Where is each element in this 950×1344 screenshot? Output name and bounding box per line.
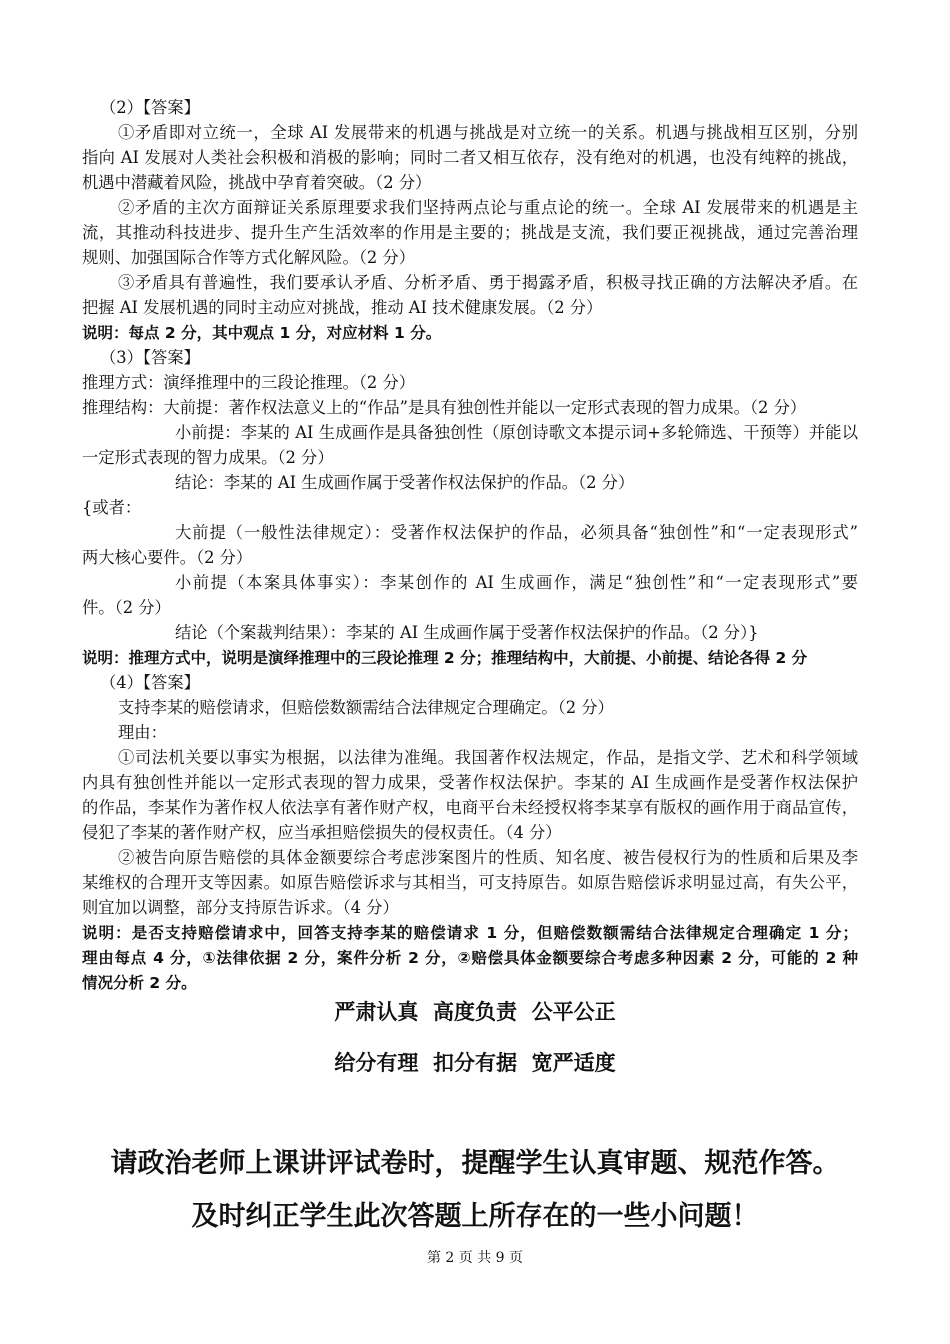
q4-line-3: ①司法机关要以事实为根据，以法律为准绳。我国著作权法规定，作品，是指文学、艺术和科学领域 [118, 748, 858, 767]
q4-scoring-note-1: 说明：是否支持赔偿请求中，回答支持李某的赔偿请求 1 分，但赔偿数额需结合法律规定合理确定 1 分； [82, 924, 858, 942]
q2-scoring-note: 说明：每点 2 分，其中观点 1 分，对应材料 1 分。 [82, 324, 442, 342]
q4-line-8: 某维权的合理开支等因素。如原告赔偿诉求与其相当，可支持原告。如原告赔偿诉求明显过高，有失公平， [82, 873, 858, 892]
q2-line-5: 流，其推动科技进步、提升生产生活效率的作用是主要的；挑战是支流，我们要正视挑战，通过完善治理 [82, 223, 858, 242]
q3-minor-premise: 小前提：李某的 AI 生成画作是具备独创性（原创诗歌文本提示词+多轮筛选、干预等）并能以 [175, 423, 858, 442]
q4-line-1: 支持李某的赔偿请求，但赔偿数额需结合法律规定合理确定。（2 分） [118, 698, 614, 717]
q2-line-8: 把握 AI 发展机遇的同时主动应对挑战，推动 AI 技术健康发展。（2 分） [82, 298, 603, 317]
q3-conclusion: 结论：李某的 AI 生成画作属于受著作权法保护的作品。（2 分） [175, 473, 635, 492]
q3-scoring-note: 说明：推理方式中，说明是演绎推理中的三段论推理 2 分；推理结构中，大前提、小前提、结论各得 2 分 [82, 649, 808, 667]
q4-scoring-note-3: 情况分析 2 分。 [82, 974, 197, 992]
q4-line-4: 内具有独创性并能以一定形式表现的智力成果，受著作权法保护。李某的 AI 生成画作是受著作权法保护 [82, 773, 858, 792]
grading-motto-1: 严肃认真 高度负责 公平公正 [334, 1000, 616, 1024]
q3-alt-conclusion: 结论（个案裁判结果）：李某的 AI 生成画作属于受著作权法保护的作品。（2 分）} [175, 623, 759, 642]
q4-line-9: 则宜加以调整，部分支持原告诉求。（4 分） [82, 898, 399, 917]
q3-header: （3）【答案】 [100, 348, 200, 367]
q4-line-7: ②被告向原告赔偿的具体金额要综合考虑涉案图片的性质、知名度、被告侵权行为的性质和后果及李 [118, 848, 858, 867]
page-number: 第 2 页 共 9 页 [426, 1250, 524, 1266]
q2-line-3: 机遇中潜藏着风险，挑战中孕育着突破。（2 分） [82, 173, 432, 192]
q2-header: （2）【答案】 [100, 98, 200, 117]
q3-alt-major-premise-cont: 两大核心要件。（2 分） [82, 548, 253, 567]
q2-line-1: ①矛盾即对立统一，全球 AI 发展带来的机遇与挑战是对立统一的关系。机遇与挑战相互区别，分别 [118, 123, 858, 142]
grading-motto-2: 给分有理 扣分有据 宽严适度 [334, 1051, 616, 1075]
q3-minor-premise-cont: 一定形式表现的智力成果。（2 分） [82, 448, 334, 467]
q3-alt-minor-premise: 小前提（本案具体事实）：李某创作的 AI 生成画作，满足“独创性”和“一定表现形式”要 [175, 573, 858, 592]
q3-major-premise: 推理结构：大前提：著作权法意义上的“作品”是具有独创性并能以一定形式表现的智力成果。（2 分） [82, 398, 807, 417]
q2-line-4: ②矛盾的主次方面辩证关系原理要求我们坚持两点论与重点论的统一。全球 AI 发展带来的机遇是主 [118, 198, 858, 217]
q4-scoring-note-2: 理由每点 4 分，①法律依据 2 分，案件分析 2 分，②赔偿具体金额要综合考虑多种因素 2 分，可能的 2 种 [82, 949, 858, 967]
q4-reason-label: 理由： [118, 723, 167, 742]
q2-line-6: 规则、加强国际合作等方式化解风险。（2 分） [82, 248, 416, 267]
q3-alternative-label: {或者： [82, 498, 142, 517]
teacher-reminder-2: 及时纠正学生此次答题上所存在的一些小问题！ [191, 1201, 759, 1232]
q3-reasoning-method: 推理方式：演绎推理中的三段论推理。（2 分） [82, 373, 416, 392]
q4-line-5: 的作品，李某作为著作权人依法享有著作财产权，电商平台未经授权将李某享有版权的画作用于商品宣传， [82, 798, 858, 817]
q4-header: （4）【答案】 [100, 673, 200, 692]
q3-alt-major-premise: 大前提（一般性法律规定）：受著作权法保护的作品，必须具备“独创性”和“一定表现形式” [175, 523, 858, 542]
q2-line-7: ③矛盾具有普遍性，我们要承认矛盾、分析矛盾、勇于揭露矛盾，积极寻找正确的方法解决矛盾。在 [118, 273, 858, 292]
q3-alt-minor-premise-cont: 件。（2 分） [82, 598, 171, 617]
q2-line-2: 指向 AI 发展对人类社会积极和消极的影响；同时二者又相互依存，没有绝对的机遇，也没有纯粹的挑战， [82, 148, 858, 167]
teacher-reminder-1: 请政治老师上课讲评试卷时，提醒学生认真审题、规范作答。 [110, 1148, 840, 1179]
q4-line-6: 侵犯了李某的著作财产权，应当承担赔偿损失的侵权责任。（4 分） [82, 823, 562, 842]
